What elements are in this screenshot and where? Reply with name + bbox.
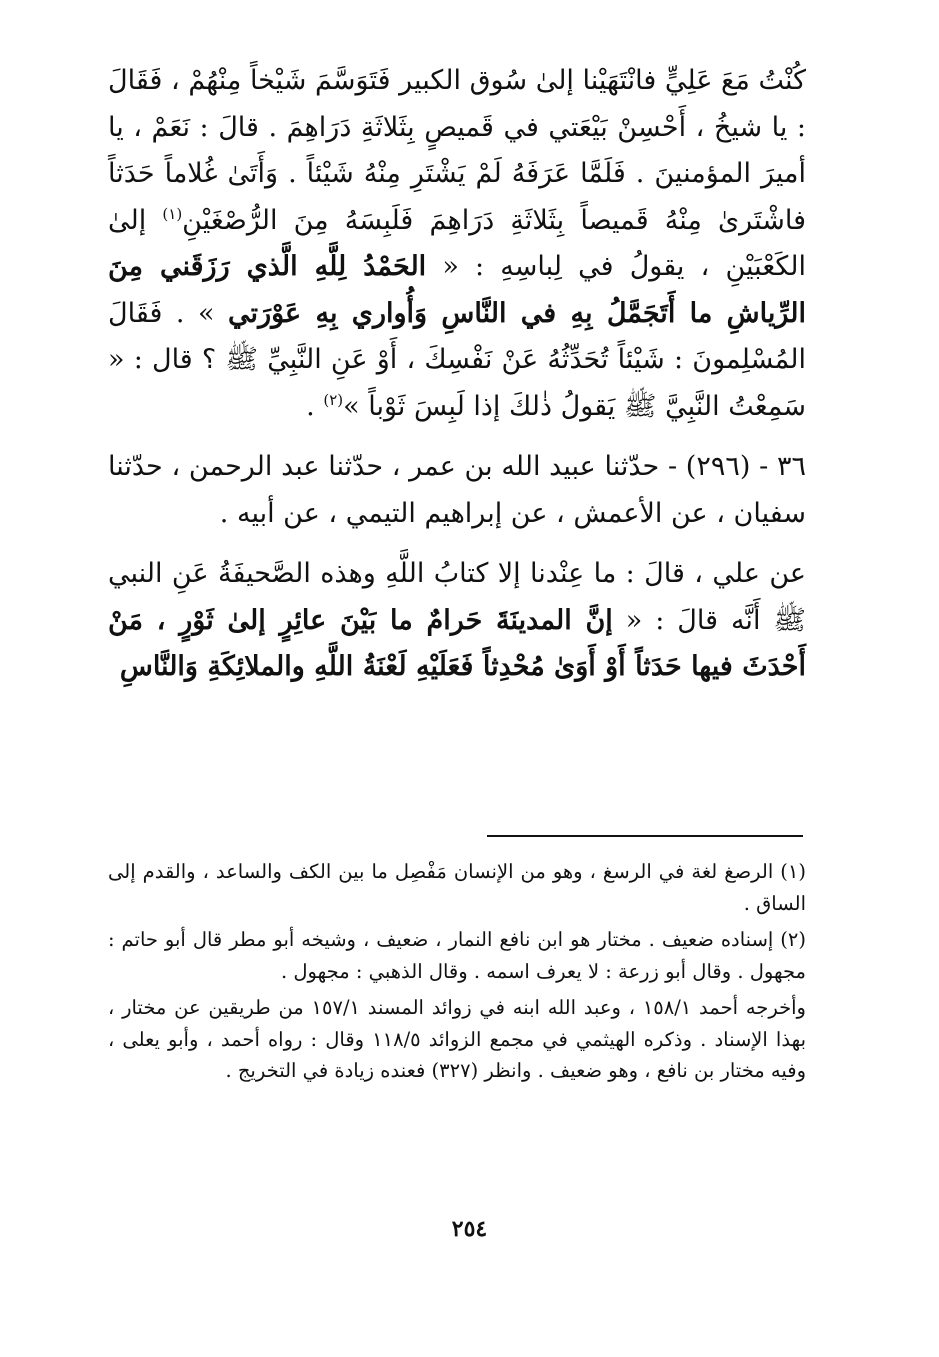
footnote-2: (٢) إسناده ضعيف . مختار هو ابن نافع النمار ، ضعيف ، وشيخه أبو مطر قال أبو حاتم : مجهول . وقال أبو زرعة : لا يعرف اسمه . وقال الذهبي : مجهول . (108, 928, 806, 983)
paragraph-text: كُنْتُ مَعَ عَلِيٍّ فانْتَهَيْنا إلىٰ سُوق الكبير فَتَوَسَّمَ شَيْخاً مِنْهُمْ ، فَقَالَ : يا شيخُ ، أَحْسِنْ بَيْعَتي في قَميصٍ بِثَلاثَةِ دَرَاهِمَ . قالَ : نَعَمْ ، يا أميرَ المؤمنينَ . فَلَمَّا عَرَفَهُ لَمْ يَشْتَرِ مِنْهُ شَيْئاً . وَأَتَىٰ غُلاماً حَدَثاً فاشْتَرىٰ مِنْهُ قَميصاً بِثَلاثَةِ دَرَاهِمَ فَلَبِسَهُ مِنَ الرُّصْغَيْنِ (108, 65, 806, 236)
paragraph-text: » . فَقَالَ المُسْلِمونَ : شَيْئاً تُحَدِّثُهُ عَنْ نَفْسِكَ ، أَوْ عَنِ النَّبِيِّ ﷺ ؟ قال : « سَمِعْتُ النَّبِيَّ ﷺ يَقولُ ذٰلكَ إذا لَبِسَ ثَوْباً » (108, 297, 806, 422)
paragraph-text: عن علي ، قالَ : ما عِنْدنا إلا كتابُ اللَّهِ وهذه الصَّحيفَةُ عَنِ النبي ﷺ أَنَّه قالَ : « (108, 558, 807, 636)
hadith-paragraph-1 (108, 58, 806, 430)
paragraph-text: إلىٰ الكَعْبَيْنِ ، يقولُ في لِباسِهِ : « (108, 204, 806, 282)
bold-hadith-text: إنَّ المدينَةَ حَرامٌ ما بَيْنَ عائِرٍ إلىٰ ثَوْرٍ ، مَنْ أَحْدَثَ فيها حَدَثاً أَوْ أَوَىٰ مُحْدِثاً فَعَلَيْهِ لَعْنَةُ اللَّهِ والملائِكَةِ وَالنَّاسِ (108, 604, 806, 682)
isnad-text: ٣٦ - (٢٩٦) - حدّثنا عبيد الله بن عمر ، حدّثنا عبد الرحمن ، حدّثنا سفيان ، عن الأعمش ، عن إبراهيم التيمي ، عن أبيه . (108, 451, 806, 529)
footnote-marker-2: (٢) (323, 390, 344, 409)
footnote-1: (١) الرصغ لغة في الرسغ ، وهو من الإنسان مَفْصِل ما بين الكف والساعد ، والقدم إلى الساق . (108, 860, 806, 915)
footnotes (108, 856, 806, 1087)
footnote-2-continued: وأخرجه أحمد ١٥٨/١ ، وعبد الله ابنه في زوائد المسند ١٥٧/١ من طريقين عن مختار ، بهذا الإسناد . وذكره الهيثمي في مجمع الزوائد ١١٨/٥ وقال : رواه أحمد ، وأبو يعلى ، وفيه مختار بن نافع ، وهو ضعيف . وانظر (٣٢٧) فعنده زيادة في التخريج . (108, 996, 807, 1082)
bold-hadith-text: الحَمْدُ لِلَّهِ الَّذي رَزَقَني مِنَ الرِّياشِ ما أَتَجَمَّلُ بِهِ في النَّاسِ وَأُواري بِهِ عَوْرَتي (108, 251, 806, 329)
footnote-separator (487, 835, 803, 837)
hadith-paragraph-3 (108, 551, 806, 691)
paragraph-text: . (306, 390, 324, 422)
main-text (108, 58, 806, 691)
page-number: ٢٥٤ (451, 1216, 488, 1242)
footnote-marker-1: (١) (162, 204, 183, 223)
hadith-paragraph-2 (108, 444, 806, 537)
